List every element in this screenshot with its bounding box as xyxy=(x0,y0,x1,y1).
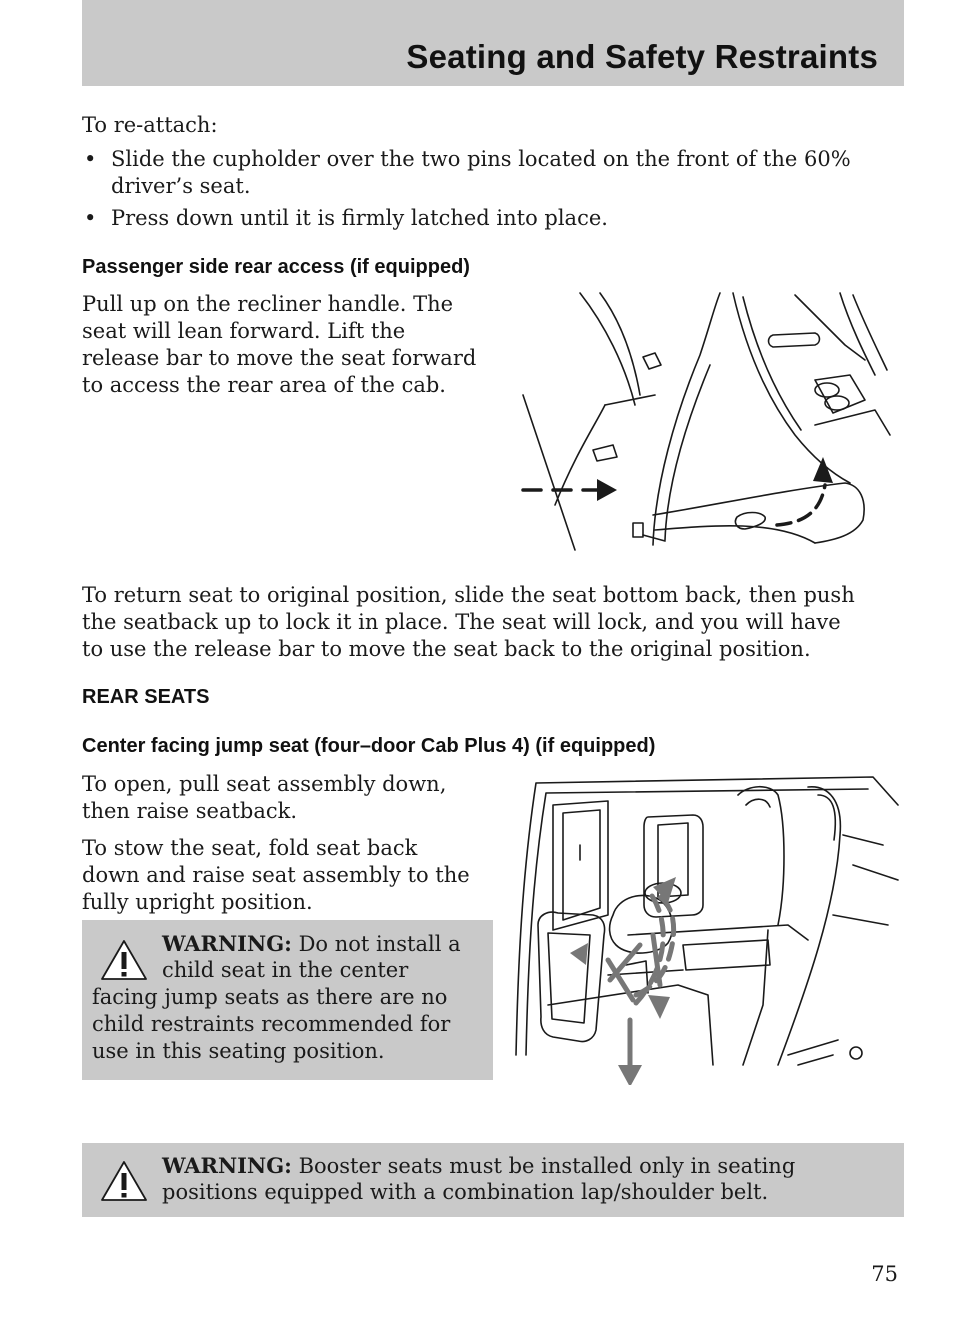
bullet-dot: • xyxy=(84,206,97,230)
text-line: then raise seatback. xyxy=(82,799,298,823)
list-item xyxy=(84,205,904,232)
warning-label: WARNING: xyxy=(162,931,292,956)
warning-text-line: facing jump seats as there are no xyxy=(92,985,448,1009)
text-line: To return seat to original position, slide the seat bottom back, then push xyxy=(82,583,855,607)
warning-triangle-icon xyxy=(100,938,148,982)
warning-text-line: child restraints recommended for xyxy=(92,1012,451,1036)
jump-seat-illustration xyxy=(508,765,908,1085)
warning-box-booster-seats xyxy=(82,1143,904,1217)
jump-seat-open-paragraph xyxy=(82,771,502,825)
text-line: fully upright position. xyxy=(82,890,313,914)
text-line: to access the rear area of the cab. xyxy=(82,373,446,397)
text-line: Pull up on the recliner handle. The xyxy=(82,292,454,316)
warning-triangle-icon xyxy=(100,1159,148,1203)
seat-recliner-illustration xyxy=(515,285,905,560)
warning-text: Booster seats must be installed only in seating xyxy=(291,1154,796,1178)
reattach-intro: To re-attach: xyxy=(82,113,218,137)
bullet-text-line: Press down until it is firmly latched into place. xyxy=(111,206,608,230)
list-item xyxy=(84,146,904,200)
section-heading: REAR SEATS xyxy=(82,686,210,708)
passenger-access-paragraph xyxy=(82,291,502,399)
section-heading: Passenger side rear access (if equipped) xyxy=(82,256,470,278)
warning-text-line: positions equipped with a combination lap/shoulder belt. xyxy=(162,1180,769,1204)
warning-first-line xyxy=(162,930,487,958)
jump-seat-stow-paragraph xyxy=(82,835,502,916)
text-line: to use the release bar to move the seat back to the original position. xyxy=(82,637,811,661)
warning-box-jump-seat xyxy=(82,920,493,1080)
bullet-text-line: driver’s seat. xyxy=(111,174,251,198)
text-line: down and raise seat assembly to the xyxy=(82,863,470,887)
bullet-dot: • xyxy=(84,147,97,171)
text-line: To stow the seat, fold seat back xyxy=(82,836,418,860)
text-line: release bar to move the seat forward xyxy=(82,346,477,370)
warning-text-line: child seat in the center xyxy=(162,958,409,982)
return-seat-paragraph xyxy=(82,582,904,663)
subsection-heading: Center facing jump seat (four–door Cab Plus 4) (if equipped) xyxy=(82,735,656,757)
text-line: seat will lean forward. Lift the xyxy=(82,319,406,343)
warning-first-line xyxy=(162,1152,892,1180)
warning-text-line: use in this seating position. xyxy=(92,1039,385,1063)
text-line: the seatback up to lock it in place. The seat will lock, and you will have xyxy=(82,610,841,634)
bullet-text-line: Slide the cupholder over the two pins located on the front of the 60% xyxy=(111,147,851,171)
text-line: To open, pull seat assembly down, xyxy=(82,772,447,796)
page-number: 75 xyxy=(871,1262,898,1286)
header-band xyxy=(82,0,904,86)
warning-text: Do not install a xyxy=(291,932,461,956)
section-title: Seating and Safety Restraints xyxy=(406,38,878,75)
warning-label: WARNING: xyxy=(162,1153,292,1178)
